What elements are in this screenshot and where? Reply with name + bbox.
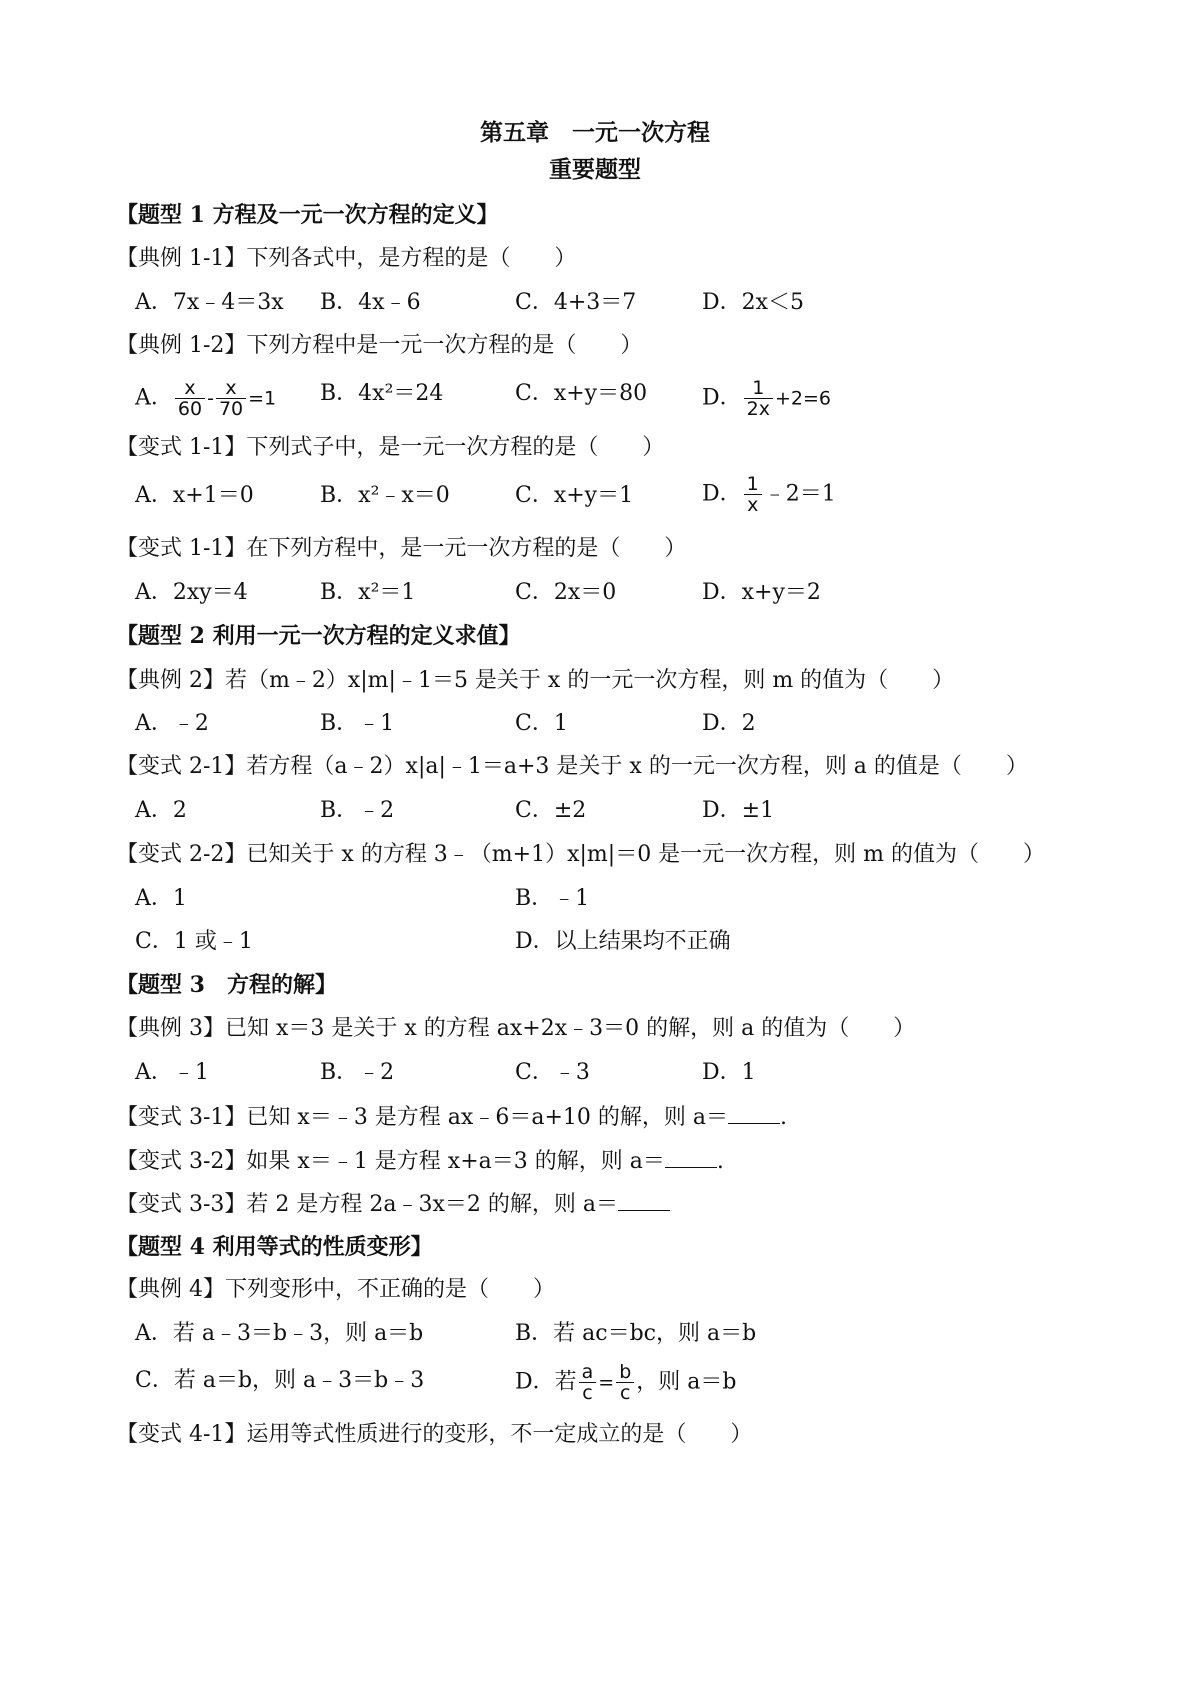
option-b: B．4x﹣6 (320, 290, 421, 315)
operator: = (598, 1371, 615, 1394)
question-var3-2 (116, 1145, 724, 1177)
equation-tail: ，则 a＝b (636, 1369, 737, 1395)
chapter-title: 第五章 一元一次方程 (480, 119, 710, 146)
question-var4-1: 【变式 4-1】运用等式性质进行的变形，不一定成立的是（ ） (116, 1422, 753, 1447)
question-var1-1b: 【变式 1-1】在下列方程中，是一元一次方程的是（ ） (116, 536, 687, 561)
section-heading-3: 【题型 3 方程的解】 (116, 972, 337, 998)
option-a (135, 378, 276, 419)
question-text: 【变式 3-1】已知 x＝﹣3 是方程 ax﹣6＝a+10 的解，则 a＝ (116, 1105, 728, 1130)
option-b: B．﹣2 (320, 1060, 395, 1085)
option-a: A．﹣2 (135, 711, 209, 736)
option-a: A．1 (135, 886, 187, 911)
option-label: D． (702, 481, 742, 507)
option-c: C．x+y＝1 (515, 483, 634, 508)
denominator: x (747, 494, 759, 516)
option-d (702, 474, 836, 515)
option-a: A．2 (135, 798, 187, 823)
fraction (175, 378, 205, 419)
question-ex1-1: 【典例 1-1】下列各式中，是方程的是（ ） (116, 246, 577, 271)
question-var3-1 (116, 1101, 787, 1133)
denominator: 70 (218, 398, 244, 420)
option-d: D．2x＜5 (702, 290, 805, 315)
question-ex1-2: 【典例 1-2】下列方程中是一元一次方程的是（ ） (116, 333, 643, 358)
option-d: D．±1 (702, 798, 775, 823)
question-var3-3 (116, 1188, 670, 1220)
numerator: a (579, 1362, 597, 1383)
operator: - (207, 387, 214, 410)
section-heading-4: 【题型 4 利用等式的性质变形】 (116, 1234, 433, 1260)
equation-tail: +2=6 (774, 387, 832, 410)
question-text: 【变式 3-2】如果 x＝﹣1 是方程 x+a＝3 的解，则 a＝ (116, 1149, 665, 1174)
numerator: 1 (744, 378, 773, 399)
option-d: D．以上结果均不正确 (515, 929, 731, 954)
option-c: C．2x＝0 (515, 580, 617, 605)
numerator: b (616, 1362, 634, 1383)
question-var2-2: 【变式 2-2】已知关于 x 的方程 3﹣（m+1）x|m|＝0 是一元一次方程，则 m 的值为（ ） (116, 842, 1046, 867)
option-b: B．4x²＝24 (320, 381, 444, 406)
question-ex3: 【典例 3】已知 x＝3 是关于 x 的方程 ax+2x﹣3＝0 的解，则 a 的值为（ ） (116, 1016, 916, 1041)
option-c: C．4+3＝7 (515, 290, 637, 315)
option-b: B．x²﹣x＝0 (320, 483, 450, 508)
denominator: 60 (177, 398, 203, 420)
option-c: C．x+y＝80 (515, 381, 648, 406)
equation-tail: =1 (248, 387, 277, 410)
section-heading-1: 【题型 1 方程及一元一次方程的定义】 (116, 202, 499, 228)
option-b: B．﹣1 (515, 886, 590, 911)
fraction (616, 1362, 634, 1403)
question-var1-1a: 【变式 1-1】下列式子中，是一元一次方程的是（ ） (116, 435, 665, 460)
option-a: A．﹣1 (135, 1060, 209, 1085)
fraction (744, 378, 773, 419)
option-label: D． (702, 385, 742, 411)
option-b: B．x²＝1 (320, 580, 416, 605)
option-c: C．1 或﹣1 (135, 929, 253, 954)
denominator: 2x (746, 398, 770, 420)
fraction (579, 1362, 597, 1403)
question-text: 【变式 3-3】若 2 是方程 2a﹣3x＝2 的解，则 a＝ (116, 1192, 619, 1217)
question-ex2: 【典例 2】若（m﹣2）x|m|﹣1＝5 是关于 x 的一元一次方程，则 m 的值为（ ） (116, 668, 955, 693)
numerator: x (216, 378, 246, 399)
option-c: C．若 a＝b，则 a﹣3＝b﹣3 (135, 1368, 425, 1393)
option-b: B．﹣1 (320, 711, 395, 736)
option-a: A．7x﹣4＝3x (135, 290, 284, 315)
equation-tail: ﹣2＝1 (763, 481, 836, 507)
question-var2-1: 【变式 2-1】若方程（a﹣2）x|a|﹣1＝a+3 是关于 x 的一元一次方程，则 a 的值是（ ） (116, 754, 1028, 779)
option-a: A．2xy＝4 (135, 580, 248, 605)
section-heading-2: 【题型 2 利用一元一次方程的定义求值】 (116, 623, 521, 649)
page-subtitle: 重要题型 (549, 156, 641, 183)
option-b: B．若 ac＝bc，则 a＝b (515, 1321, 757, 1346)
option-label: A． (135, 385, 173, 411)
punctuation: . (779, 1105, 787, 1130)
answer-blank (728, 1101, 780, 1124)
option-a: A．若 a﹣3＝b﹣3，则 a＝b (135, 1321, 424, 1346)
option-d: D．2 (702, 711, 756, 736)
punctuation: . (716, 1149, 724, 1174)
denominator: c (620, 1382, 631, 1404)
option-d (515, 1362, 736, 1403)
option-c: C．±2 (515, 798, 587, 823)
option-a: A．x+1＝0 (135, 483, 254, 508)
denominator: c (582, 1382, 593, 1404)
question-ex4: 【典例 4】下列变形中，不正确的是（ ） (116, 1277, 555, 1302)
numerator: 1 (744, 474, 762, 495)
option-c: C．1 (515, 711, 568, 736)
answer-blank (665, 1145, 717, 1168)
answer-blank (618, 1188, 670, 1211)
option-d (702, 378, 831, 419)
option-label: D．若 (515, 1369, 577, 1395)
option-b: B．﹣2 (320, 798, 395, 823)
option-d: D．1 (702, 1060, 756, 1085)
option-d: D．x+y＝2 (702, 580, 821, 605)
fraction (744, 474, 762, 515)
numerator: x (175, 378, 205, 399)
fraction (216, 378, 246, 419)
option-c: C．﹣3 (515, 1060, 590, 1085)
